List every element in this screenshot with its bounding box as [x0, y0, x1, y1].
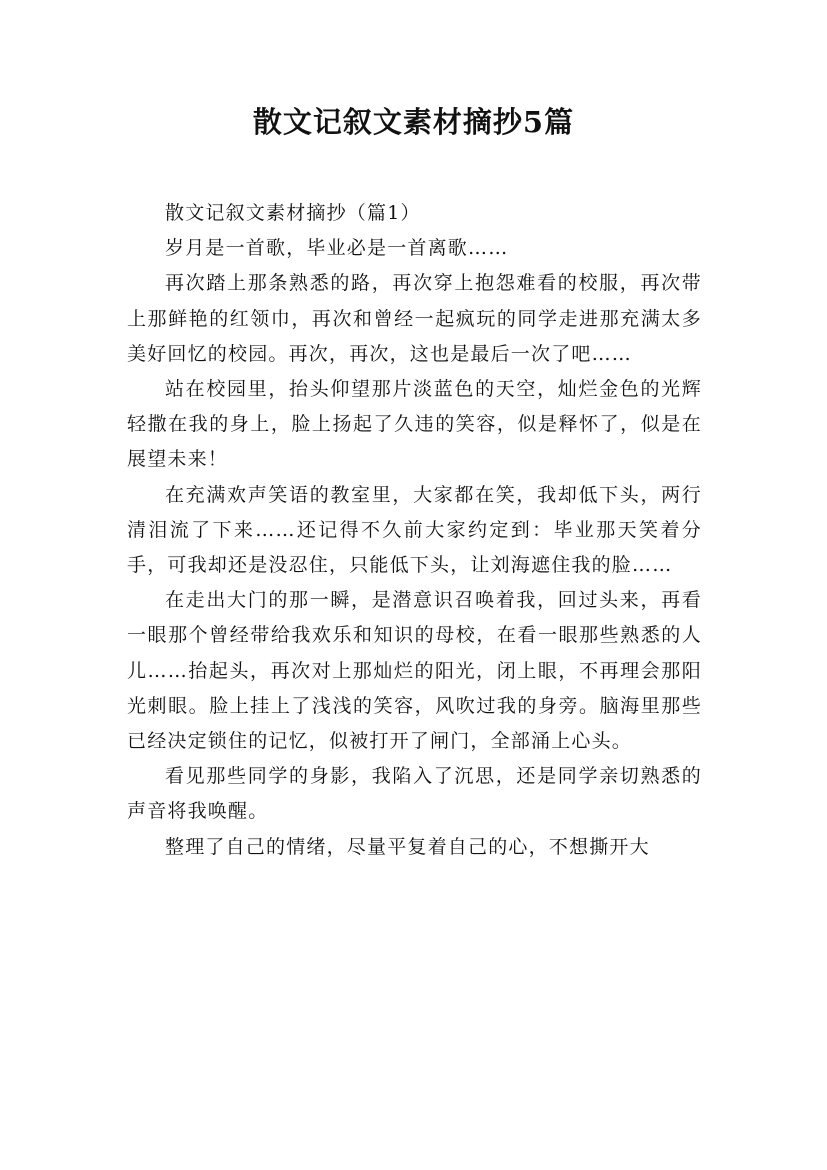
paragraph: 看见那些同学的身影，我陷入了沉思，还是同学亲切熟悉的声音将我唤醒。: [127, 765, 702, 823]
document-title: 散文记叙文素材摘抄5篇: [252, 105, 575, 139]
paragraph: 在充满欢声笑语的教室里，大家都在笑，我却低下头，两行清泪流了下来……还记得不久前大家约定到：毕业那天笑着分手，可我却还是没忍住，只能低下头，让刘海遮住我的脸……: [127, 483, 702, 577]
paragraph: 在走出大门的那一瞬，是潜意识召唤着我，回过头来，再看一眼那个曾经带给我欢乐和知识的母校，在看一眼那些熟悉的人儿……抬起头，再次对上那灿烂的阳光，闭上眼，不再理会那阳光刺眼。脸上挂上了浅浅的笑容，风吹过我的身旁。脑海里那些已经决定锁住的记忆，似被打开了闸门，全部涌上心头。: [127, 589, 702, 753]
paragraph: 再次踏上那条熟悉的路，再次穿上抱怨难看的校服，再次带上那鲜艳的红领巾，再次和曾经一起疯玩的同学走进那充满太多美好回忆的校园。再次，再次，这也是最后一次了吧……: [127, 272, 702, 365]
paragraph: 岁月是一首歌，毕业必是一首离歌……: [165, 237, 509, 260]
paragraph: 站在校园里，抬头仰望那片淡蓝色的天空，灿烂金色的光辉轻撒在我的身上，脸上扬起了久违的笑容，似是释怀了，似是在展望未来！: [127, 378, 702, 471]
section-heading: 散文记叙文素材摘抄（篇1）: [165, 202, 421, 224]
document-body: [127, 196, 702, 865]
paragraph: 整理了自己的情绪，尽量平复着自己的心，不想撕开大: [165, 835, 650, 858]
